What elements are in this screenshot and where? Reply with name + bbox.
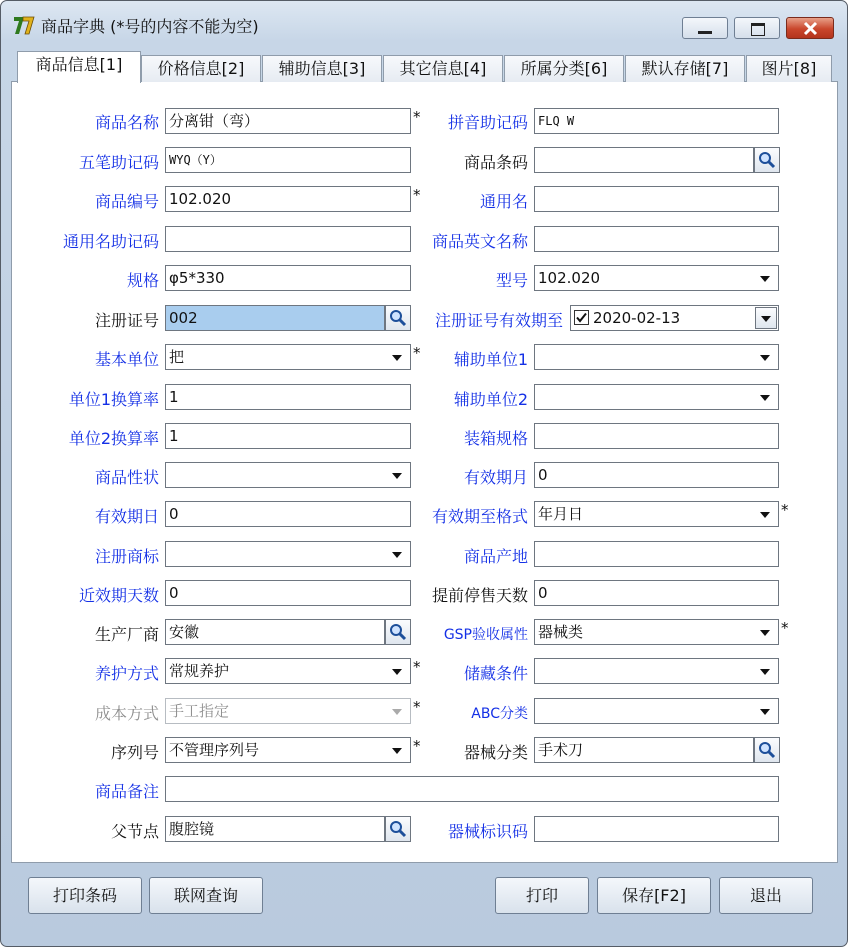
checkmark-icon xyxy=(575,311,588,324)
barcode-field[interactable] xyxy=(534,147,754,173)
stop-sale-days-field[interactable]: 0 xyxy=(534,580,779,606)
required-mark: * xyxy=(413,186,421,204)
reg-expiry-datepicker[interactable] xyxy=(570,305,779,331)
aux-unit2-select[interactable] xyxy=(534,384,779,410)
serial-value: 不管理序列号 xyxy=(169,741,260,759)
trademark-label: 注册商标 xyxy=(94,547,159,566)
pinyin-field[interactable]: FLQ W xyxy=(534,108,779,134)
device-class-field[interactable]: 手术刀 xyxy=(534,737,754,763)
maximize-button[interactable] xyxy=(734,17,780,39)
minimize-icon xyxy=(698,31,712,34)
chevron-down-icon xyxy=(760,669,770,675)
device-class-lookup-button[interactable] xyxy=(754,737,780,763)
maintenance-value: 常规养护 xyxy=(169,662,230,680)
cost-method-value: 手工指定 xyxy=(169,702,230,720)
spec-label: 规格 xyxy=(126,271,159,290)
cost-method-label: 成本方式 xyxy=(94,704,159,723)
manufacturer-field[interactable]: 安徽 xyxy=(165,619,385,645)
reg-expiry-value: 2020-02-13 xyxy=(593,309,681,327)
base-unit-value: 把 xyxy=(169,348,185,366)
generic-name-field[interactable] xyxy=(534,186,779,212)
generic-mnemonic-field[interactable] xyxy=(165,226,411,252)
serial-select[interactable] xyxy=(165,737,411,763)
chevron-down-icon xyxy=(760,630,770,636)
serial-label: 序列号 xyxy=(110,743,159,762)
title-bar xyxy=(1,1,847,45)
product-name-label: 商品名称 xyxy=(94,113,159,132)
print-button[interactable]: 打印 xyxy=(495,877,589,914)
origin-field[interactable] xyxy=(534,541,779,567)
tab-category[interactable]: 所属分类[6] xyxy=(504,55,624,82)
reg-expiry-label: 注册证号有效期至 xyxy=(434,311,563,330)
barcode-label: 商品条码 xyxy=(463,153,528,172)
required-mark: * xyxy=(413,658,421,676)
unit1-rate-label: 单位1换算率 xyxy=(68,390,159,409)
english-name-label: 商品英文名称 xyxy=(431,232,528,251)
reg-no-field[interactable]: 002 xyxy=(165,305,385,331)
app-logo-icon xyxy=(13,14,35,36)
maintenance-label: 养护方式 xyxy=(94,664,159,683)
product-code-field[interactable]: 102.020 xyxy=(165,186,411,212)
required-mark: * xyxy=(413,737,421,755)
packing-spec-field[interactable] xyxy=(534,423,779,449)
valid-months-field[interactable]: 0 xyxy=(534,462,779,488)
tab-other-info[interactable]: 其它信息[4] xyxy=(383,55,503,82)
property-label: 商品性状 xyxy=(94,468,159,487)
gsp-attr-value: 器械类 xyxy=(538,623,584,641)
chevron-down-icon xyxy=(760,355,770,361)
gsp-attr-label: GSP验收属性 xyxy=(443,627,528,643)
aux-unit1-select[interactable] xyxy=(534,344,779,370)
product-code-label: 商品编号 xyxy=(94,192,159,211)
chevron-down-icon xyxy=(392,669,402,675)
near-expiry-days-label: 近效期天数 xyxy=(78,586,159,605)
window-title: 商品字典 (*号的内容不能为空) xyxy=(41,17,259,36)
base-unit-select[interactable] xyxy=(165,344,411,370)
required-mark: * xyxy=(781,501,789,519)
tab-product-info[interactable]: 商品信息[1] xyxy=(17,51,141,83)
device-udi-label: 器械标识码 xyxy=(447,822,528,841)
cost-method-select xyxy=(165,698,411,724)
chevron-down-icon xyxy=(760,709,770,715)
search-icon xyxy=(755,148,779,172)
print-barcode-button[interactable]: 打印条码 xyxy=(28,877,142,914)
parent-node-field[interactable]: 腹腔镜 xyxy=(165,816,385,842)
chevron-down-icon xyxy=(760,395,770,401)
tab-default-storage[interactable]: 默认存储[7] xyxy=(625,55,745,82)
valid-days-label: 有效期日 xyxy=(94,507,159,526)
near-expiry-days-field[interactable]: 0 xyxy=(165,580,411,606)
unit1-rate-field[interactable]: 1 xyxy=(165,384,411,410)
abc-class-label: ABC分类 xyxy=(471,706,528,722)
tab-price-info[interactable]: 价格信息[2] xyxy=(141,55,261,82)
aux-unit2-label: 辅助单位2 xyxy=(453,390,528,409)
stop-sale-days-label: 提前停售天数 xyxy=(431,586,528,605)
exit-button[interactable]: 退出 xyxy=(719,877,813,914)
tab-images[interactable]: 图片[8] xyxy=(746,55,832,82)
device-class-label: 器械分类 xyxy=(463,743,528,762)
unit2-rate-field[interactable]: 1 xyxy=(165,423,411,449)
reg-no-label: 注册证号 xyxy=(94,311,159,330)
maintenance-select[interactable] xyxy=(165,658,411,684)
model-value: 102.020 xyxy=(538,269,601,287)
manufacturer-lookup-button[interactable] xyxy=(385,619,411,645)
storage-label: 储藏条件 xyxy=(463,664,528,683)
required-mark: * xyxy=(413,108,421,126)
packing-spec-label: 装箱规格 xyxy=(463,429,528,448)
search-icon xyxy=(386,306,410,330)
required-mark: * xyxy=(413,698,421,716)
barcode-lookup-button[interactable] xyxy=(754,147,780,173)
abc-class-select[interactable] xyxy=(534,698,779,724)
online-query-button[interactable]: 联网查询 xyxy=(149,877,263,914)
chevron-down-icon xyxy=(392,473,402,479)
spec-field[interactable]: φ5*330 xyxy=(165,265,411,291)
trademark-select[interactable] xyxy=(165,541,411,567)
wubi-field[interactable]: WYQ（Y） xyxy=(165,147,411,173)
reg-no-lookup-button[interactable] xyxy=(385,305,411,331)
close-button[interactable] xyxy=(786,17,834,39)
product-name-field[interactable]: 分离钳（弯） xyxy=(165,108,411,134)
valid-days-field[interactable]: 0 xyxy=(165,501,411,527)
device-udi-field[interactable] xyxy=(534,816,779,842)
property-select[interactable] xyxy=(165,462,411,488)
chevron-down-icon xyxy=(392,748,402,754)
english-name-field[interactable] xyxy=(534,226,779,252)
origin-label: 商品产地 xyxy=(463,547,528,566)
remark-label: 商品备注 xyxy=(94,782,159,801)
base-unit-label: 基本单位 xyxy=(94,350,159,369)
wubi-label: 五笔助记码 xyxy=(78,153,159,172)
storage-select[interactable] xyxy=(534,658,779,684)
required-mark: * xyxy=(781,619,789,637)
expiry-format-select[interactable] xyxy=(534,501,779,527)
datepicker-dropdown-button[interactable] xyxy=(755,307,777,329)
required-mark: * xyxy=(413,344,421,362)
search-icon xyxy=(755,738,779,762)
minimize-button[interactable] xyxy=(682,17,728,39)
expiry-format-label: 有效期至格式 xyxy=(431,507,528,526)
pinyin-label: 拼音助记码 xyxy=(447,113,528,132)
chevron-down-icon xyxy=(760,276,770,282)
chevron-down-icon xyxy=(760,512,770,518)
valid-months-label: 有效期月 xyxy=(463,468,528,487)
expiry-format-value: 年月日 xyxy=(538,505,584,523)
aux-unit1-label: 辅助单位1 xyxy=(453,350,528,369)
reg-expiry-checkbox[interactable] xyxy=(574,310,589,325)
model-label: 型号 xyxy=(495,271,528,290)
search-icon xyxy=(386,817,410,841)
remark-field[interactable] xyxy=(165,776,779,802)
chevron-down-icon xyxy=(392,355,402,361)
model-select[interactable] xyxy=(534,265,779,291)
parent-node-label: 父节点 xyxy=(110,822,159,841)
save-button[interactable]: 保存[F2] xyxy=(597,877,711,914)
chevron-down-icon xyxy=(761,316,771,322)
generic-mnemonic-label: 通用名助记码 xyxy=(62,232,159,251)
chevron-down-icon xyxy=(392,709,402,715)
generic-name-label: 通用名 xyxy=(479,192,528,211)
tab-aux-info[interactable]: 辅助信息[3] xyxy=(262,55,382,82)
chevron-down-icon xyxy=(392,552,402,558)
manufacturer-label: 生产厂商 xyxy=(94,625,159,644)
parent-node-lookup-button[interactable] xyxy=(385,816,411,842)
maximize-icon xyxy=(751,23,765,36)
search-icon xyxy=(386,620,410,644)
gsp-attr-select[interactable] xyxy=(534,619,779,645)
unit2-rate-label: 单位2换算率 xyxy=(68,429,159,448)
close-icon xyxy=(803,21,818,36)
